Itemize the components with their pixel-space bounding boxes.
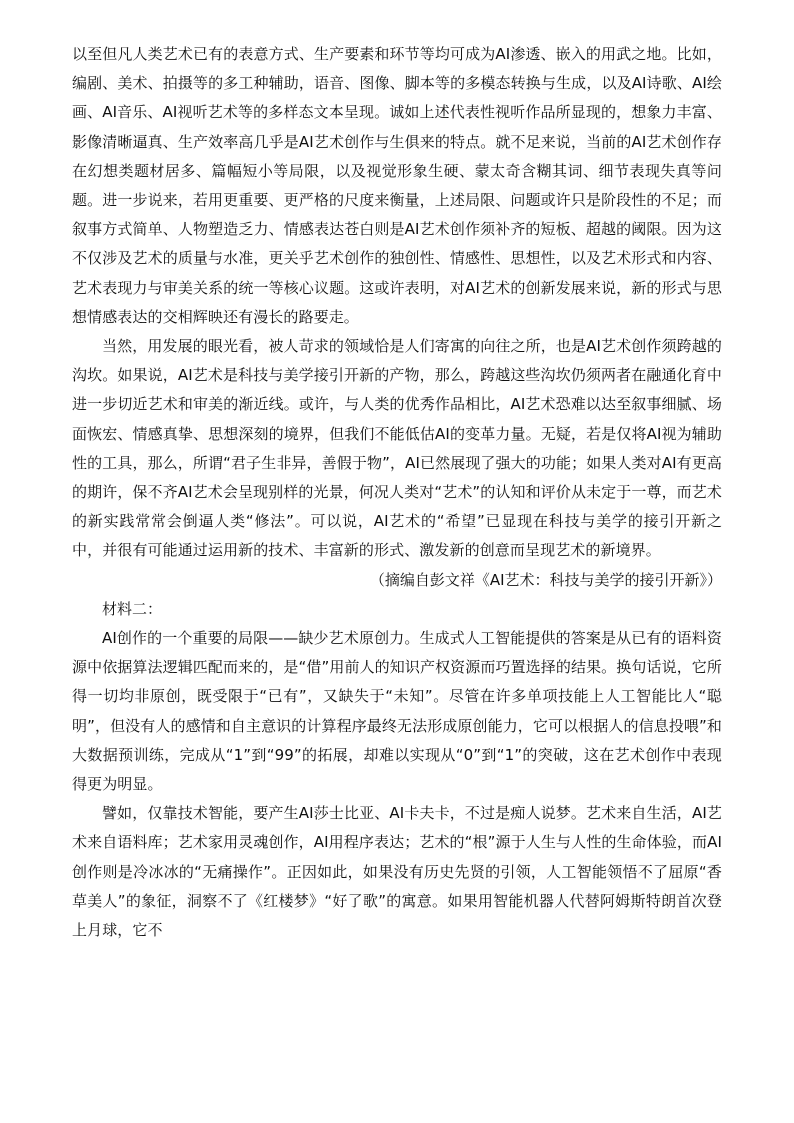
source-citation: （摘编自彭文祥《AI艺术：科技与美学的接引开新》）: [369, 570, 722, 589]
material-two-paragraph-2: 譬如，仅靠技术智能，要产生AI莎士比亚、AI卡夫卡，不过是痴人说梦。艺术来自生活，AI艺术来自语料库；艺术家用灵魂创作，AI用程序表达；艺术的“根”源于人生与人性的生命体验，而AI创作则是冷冰冰的“无痛操作”。正因如此，如果没有历史先贤的引领，人工智能领悟不了屈原“香草美人”的象征，洞察不了《红楼梦》“好了歌”的寓意。如果用智能机器人代替阿姆斯特朗首次登上月球，它不: [72, 804, 722, 940]
document-page: [72, 40, 722, 945]
material-two-heading: 材料二：: [102, 599, 163, 618]
body-paragraph-2: 当然，用发展的眼光看，被人苛求的领域恰是人们寄寓的向往之所，也是AI艺术创作须跨越的沟坎。如果说，AI艺术是科技与美学接引开新的产物，那么，跨越这些沟坎仍须两者在融通化育中进一步切近艺术和审美的渐近线。或许，与人类的优秀作品相比，AI艺术恐难以达至叙事细腻、场面恢宏、情感真挚、思想深刻的境界，但我们不能低估AI的变革力量。无疑，若是仅将AI视为辅助性的工具，那么，所谓“君子生非异，善假于物”，AI已然展现了强大的功能；如果人类对AI有更高的期许，保不齐AI艺术会呈现别样的光景，何况人类对“艺术”的认知和评价从未定于一尊，而艺术的新实践常常会倒逼人类“修法”。可以说，AI艺术的“希望”已显现在科技与美学的接引开新之中，并很有可能通过运用新的技术、丰富新的形式、激发新的创意而呈现艺术的新境界。: [72, 337, 722, 560]
material-two-paragraph-1: AI创作的一个重要的局限——缺少艺术原创力。生成式人工智能提供的答案是从已有的语料资源中依据算法逻辑匹配而来的，是“借”用前人的知识产权资源而巧置选择的结果。换句话说，它所得一切均非原创，既受限于“已有”，又缺失于“未知”。尽管在许多单项技能上人工智能比人“聪明”，但没有人的感情和自主意识的计算程序最终无法形成原创能力，它可以根据人的信息投喂”和大数据预训练，完成从“1”到“99”的拓展，却难以实现从“0”到“1”的突破，这在艺术创作中表现得更为明显。: [72, 629, 722, 794]
body-paragraph-1: 以至但凡人类艺术已有的表意方式、生产要素和环节等均可成为AI渗透、嵌入的用武之地。比如，编剧、美术、拍摄等的多工种辅助，语音、图像、脚本等的多模态转换与生成，以及AI诗歌、AI绘画、AI音乐、AI视听艺术等的多样态文本呈现。诚如上述代表性视听作品所显现的，想象力丰富、影像清晰逼真、生产效率高几乎是AI艺术创作与生俱来的特点。就不足来说，当前的AI艺术创作存在幻想类题材居多、篇幅短小等局限，以及视觉形象生硬、蒙太奇含糊其词、细节表现失真等问题。进一步说来，若用更重要、更严格的尺度来衡量，上述局限、问题或许只是阶段性的不足；而叙事方式简单、人物塑造乏力、情感表达苍白则是AI艺术创作须补齐的短板、超越的阈限。因为这不仅涉及艺术的质量与水准，更关乎艺术创作的独创性、情感性、思想性，以及艺术形式和内容、艺术表现力与审美关系的统一等核心议题。这或许表明，对AI艺术的创新发展来说，新的形式与思想情感表达的交相辉映还有漫长的路要走。: [72, 45, 722, 326]
